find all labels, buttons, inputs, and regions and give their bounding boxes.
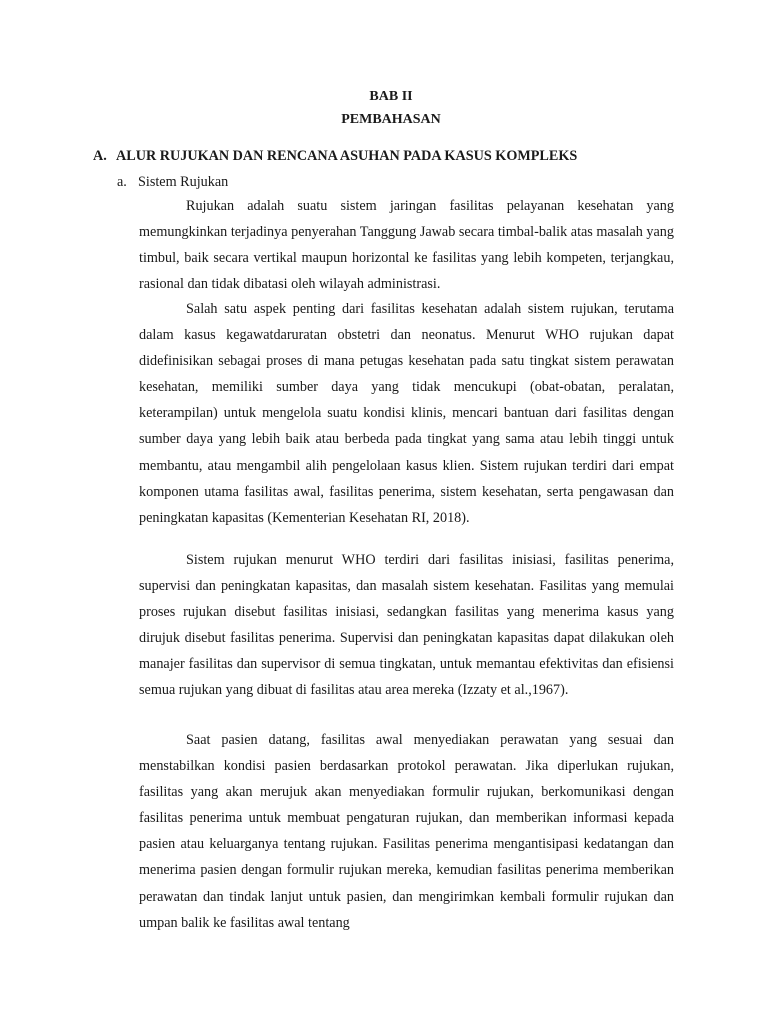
paragraph-3: Sistem rujukan menurut WHO terdiri dari fasilitas inisiasi, fasilitas penerima, supervisi dan peningkatan kapasitas, dan masalah sistem kesehatan. Fasilitas yang memulai proses rujukan disebut fasilitas inisiasi, sedangkan fasilitas yang menerima kasus yang dirujuk disebut fasilitas penerima. Supervisi dan peningkatan kapasitas dapat dilakukan oleh manajer fasilitas dan supervisor di semua tingkatan, untuk memantau efektivitas dan efisiensi semua rujukan yang dibuat di fasilitas atau area mereka (Izzaty et al.,1967). (139, 552, 674, 699)
paragraph-4: Saat pasien datang, fasilitas awal menyediakan perawatan yang sesuai dan menstabilkan kondisi pasien berdasarkan protokol perawatan. Jika diperlukan rujukan, fasilitas yang akan merujuk akan menyediakan formulir rujukan, berkomunikasi dengan fasilitas penerima untuk membuat pengaturan rujukan, dan memberikan informasi kepada pasien atau keluarganya tentang rujukan. Fasilitas penerima mengantisipasi kedatangan dan menerima pasien dengan formulir rujukan mereka, kemudian fasilitas penerima memberikan perawatan dan tindak lanjut untuk pasien, dan mengirimkan kembali formulir rujukan dan umpan balik ke fasilitas awal tentang (139, 732, 674, 931)
chapter-title: PEMBAHASAN (341, 112, 441, 127)
body-text-3 (139, 547, 674, 704)
section-label: A. (93, 148, 107, 164)
body-text (139, 193, 674, 297)
paragraph-2: Salah satu aspek penting dari fasilitas kesehatan adalah sistem rujukan, terutama dalam kasus kegawatdaruratan obstetri dan neonatus. Menurut WHO rujukan dapat didefinisikan sebagai proses di mana petugas kesehatan pada satu tingkat sistem perawatan kesehatan, memiliki sumber daya yang tidak mencukupi (obat-obatan, peralatan, keterampilan) untuk mengelola suatu kondisi klinis, mencari bantuan dari fasilitas dengan sumber daya yang lebih baik atau berbeda pada tingkat yang sama atau lebih tinggi untuk membantu, atau mengambil alih pengelolaan kasus klien. Sistem rujukan terdiri dari empat komponen utama fasilitas awal, fasilitas penerima, sistem kesehatan, serta pengawasan dan peningkatan kapasitas (Kementerian Kesehatan RI, 2018). (139, 301, 674, 526)
subsection-label: a. (117, 174, 127, 190)
paragraph-1: Rujukan adalah suatu sistem jaringan fasilitas pelayanan kesehatan yang memungkinkan terjadinya penyerahan Tanggung Jawab secara timbal-balik atas masalah yang timbul, baik secara vertikal maupun horizontal ke fasilitas yang lebih kompeten, terjangkau, rasional dan tidak dibatasi oleh wilayah administrasi. (139, 198, 674, 293)
subsection-heading (117, 174, 228, 190)
chapter-number: BAB II (369, 89, 413, 104)
subsection-title: Sistem Rujukan (138, 174, 229, 190)
body-text-2 (139, 296, 674, 531)
section-heading (93, 148, 577, 164)
body-text-4 (139, 727, 674, 936)
section-title: ALUR RUJUKAN DAN RENCANA ASUHAN PADA KASUS KOMPLEKS (116, 148, 578, 164)
